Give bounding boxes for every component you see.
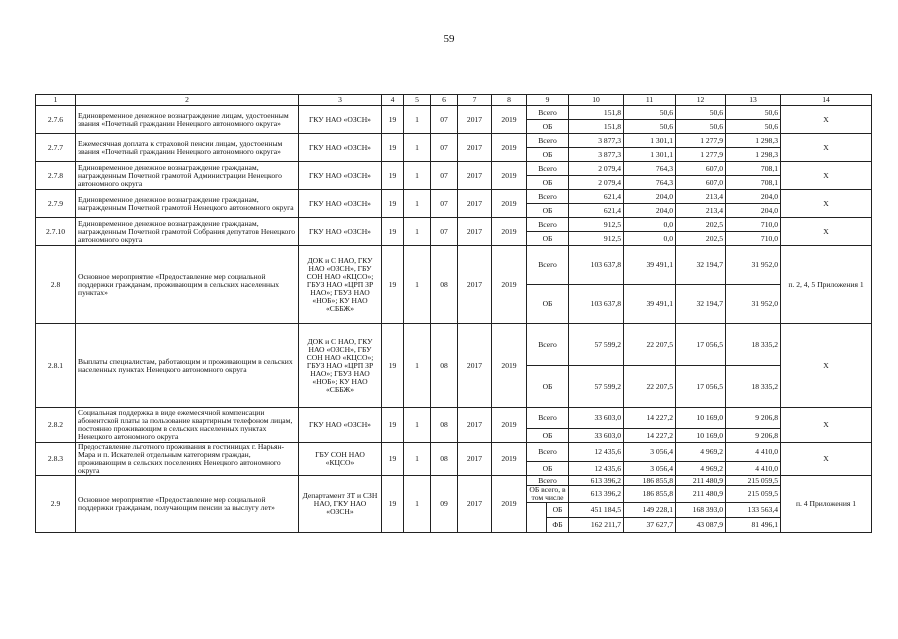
program-budget-table <box>35 94 872 533</box>
executor: ГБУ СОН НАО «КЦСО» <box>299 443 382 476</box>
header-cell: 4 <box>382 95 404 106</box>
executor: ГКУ НАО «ОЗСН» <box>299 190 382 218</box>
end-year: 2019 <box>492 218 527 246</box>
amount-2019: 81 496,1 <box>726 518 781 533</box>
measure-name: Основное мероприятие «Предоставление мер социальной поддержки гражданам, проживающим в сельских населенных пунктах» <box>76 246 299 324</box>
funding-source: Всего <box>527 324 569 366</box>
amount-2019: 31 952,0 <box>726 246 781 285</box>
amount-2019: 204,0 <box>726 204 781 218</box>
measure-name: Единовременное денежное вознаграждение лицам, удостоенным звания «Почетный гражданин Ненецкого автономного округа» <box>76 106 299 134</box>
row-number: 2.7.10 <box>36 218 76 246</box>
amount-total: 57 599,2 <box>569 324 624 366</box>
amount-2017: 186 855,8 <box>624 486 676 503</box>
code-col5: 1 <box>404 134 431 162</box>
amount-2018: 1 277,9 <box>676 148 726 162</box>
code-col4: 19 <box>382 443 404 476</box>
row-number: 2.8.2 <box>36 408 76 443</box>
amount-2018: 50,6 <box>676 106 726 120</box>
table-row <box>36 476 872 486</box>
amount-2018: 4 969,2 <box>676 443 726 462</box>
amount-total: 162 211,7 <box>569 518 624 533</box>
amount-2019: 9 206,8 <box>726 429 781 443</box>
header-cell: 6 <box>431 95 458 106</box>
end-year: 2019 <box>492 408 527 443</box>
amount-2017: 22 207,5 <box>624 324 676 366</box>
amount-2017: 0,0 <box>624 218 676 232</box>
code-col4: 19 <box>382 162 404 190</box>
start-year: 2017 <box>458 246 492 324</box>
executor: ГКУ НАО «ОЗСН» <box>299 134 382 162</box>
code-col6: 07 <box>431 218 458 246</box>
measure-name: Основное мероприятие «Предоставление мер социальной поддержки гражданам, получающим пенсии за выслугу лет» <box>76 476 299 533</box>
amount-2017: 39 491,1 <box>624 285 676 324</box>
amount-2018: 202,5 <box>676 218 726 232</box>
indicator-link: Х <box>781 106 872 134</box>
start-year: 2017 <box>458 324 492 408</box>
code-col5: 1 <box>404 190 431 218</box>
amount-total: 2 079,4 <box>569 162 624 176</box>
amount-2019: 4 410,0 <box>726 462 781 476</box>
table-row <box>36 134 872 148</box>
amount-2018: 32 194,7 <box>676 246 726 285</box>
amount-total: 57 599,2 <box>569 366 624 408</box>
amount-2018: 202,5 <box>676 232 726 246</box>
amount-2017: 1 301,1 <box>624 148 676 162</box>
end-year: 2019 <box>492 324 527 408</box>
header-cell: 14 <box>781 95 872 106</box>
table-row <box>36 443 872 462</box>
amount-2019: 1 298,3 <box>726 134 781 148</box>
amount-total: 912,5 <box>569 218 624 232</box>
amount-total: 12 435,6 <box>569 443 624 462</box>
amount-2019: 204,0 <box>726 190 781 204</box>
executor: ГКУ НАО «ОЗСН» <box>299 218 382 246</box>
funding-source: Всего <box>527 106 569 120</box>
measure-name: Единовременное денежное вознаграждение гражданам, награжденным Почетной грамотой Администрации Ненецкого автономного округа <box>76 162 299 190</box>
amount-2019: 710,0 <box>726 218 781 232</box>
header-cell: 1 <box>36 95 76 106</box>
funding-source: ОБ <box>527 429 569 443</box>
indicator-link: п. 2, 4, 5 Приложения 1 <box>781 246 872 324</box>
code-col6: 08 <box>431 324 458 408</box>
amount-2019: 31 952,0 <box>726 285 781 324</box>
code-col4: 19 <box>382 106 404 134</box>
code-col6: 09 <box>431 476 458 533</box>
code-col6: 08 <box>431 246 458 324</box>
amount-2017: 14 227,2 <box>624 408 676 429</box>
funding-source: ОБ <box>527 462 569 476</box>
amount-2019: 708,1 <box>726 162 781 176</box>
table-row <box>36 246 872 285</box>
executor: ДОК и С НАО, ГКУ НАО «ОЗСН», ГБУ СОН НАО «КЦСО»; ГБУЗ НАО «ЦРП ЗР НАО»; ГБУЗ НАО «НОБ»; КУ НАО «СББЖ» <box>299 324 382 408</box>
amount-2018: 607,0 <box>676 176 726 190</box>
amount-2018: 10 169,0 <box>676 429 726 443</box>
header-cell: 11 <box>624 95 676 106</box>
header-cell: 5 <box>404 95 431 106</box>
end-year: 2019 <box>492 134 527 162</box>
code-col6: 07 <box>431 190 458 218</box>
start-year: 2017 <box>458 218 492 246</box>
amount-2018: 213,4 <box>676 204 726 218</box>
row-number: 2.8 <box>36 246 76 324</box>
amount-total: 3 877,3 <box>569 148 624 162</box>
indicator-link: п. 4 Приложения 1 <box>781 476 872 533</box>
amount-2017: 149 228,1 <box>624 503 676 518</box>
amount-total: 151,8 <box>569 106 624 120</box>
amount-total: 103 637,8 <box>569 285 624 324</box>
amount-2018: 17 056,5 <box>676 366 726 408</box>
header-cell: 3 <box>299 95 382 106</box>
start-year: 2017 <box>458 162 492 190</box>
amount-2017: 204,0 <box>624 190 676 204</box>
indicator-link: Х <box>781 162 872 190</box>
code-col5: 1 <box>404 324 431 408</box>
funding-source: ОБ всего, в том числе <box>527 486 569 503</box>
header-cell: 13 <box>726 95 781 106</box>
amount-2019: 215 059,5 <box>726 486 781 503</box>
amount-2019: 4 410,0 <box>726 443 781 462</box>
amount-total: 451 184,5 <box>569 503 624 518</box>
measure-name: Ежемесячная доплата к страховой пенсии лицам, удостоенным звания «Почетный гражданин Ненецкого автономного округа» <box>76 134 299 162</box>
start-year: 2017 <box>458 443 492 476</box>
table-row <box>36 162 872 176</box>
end-year: 2019 <box>492 190 527 218</box>
amount-total: 33 603,0 <box>569 429 624 443</box>
amount-total: 621,4 <box>569 204 624 218</box>
amount-2018: 607,0 <box>676 162 726 176</box>
funding-source: ОБ <box>527 176 569 190</box>
amount-total: 103 637,8 <box>569 246 624 285</box>
amount-total: 613 396,2 <box>569 486 624 503</box>
start-year: 2017 <box>458 408 492 443</box>
row-number: 2.8.1 <box>36 324 76 408</box>
table-row <box>36 190 872 204</box>
funding-source: Всего <box>527 246 569 285</box>
amount-2017: 186 855,8 <box>624 476 676 486</box>
executor: Департамент ЗТ и СЗН НАО, ГКУ НАО «ОЗСН» <box>299 476 382 533</box>
code-col5: 1 <box>404 218 431 246</box>
code-col6: 08 <box>431 408 458 443</box>
start-year: 2017 <box>458 134 492 162</box>
funding-source: Всего <box>527 218 569 232</box>
funding-source: Всего <box>527 476 569 486</box>
amount-2018: 10 169,0 <box>676 408 726 429</box>
amount-2019: 710,0 <box>726 232 781 246</box>
amount-total: 12 435,6 <box>569 462 624 476</box>
measure-name: Единовременное денежное вознаграждение гражданам, награжденным Почетной грамотой Собрания депутатов Ненецкого автономного округа <box>76 218 299 246</box>
table-row <box>36 106 872 120</box>
amount-total: 33 603,0 <box>569 408 624 429</box>
measure-name: Единовременное денежное вознаграждение гражданам, награжденным Почетной грамотой Ненецкого автономного округа <box>76 190 299 218</box>
funding-source: Всего <box>527 190 569 204</box>
header-cell: 12 <box>676 95 726 106</box>
executor: ГКУ НАО «ОЗСН» <box>299 408 382 443</box>
amount-2018: 43 087,9 <box>676 518 726 533</box>
row-number: 2.9 <box>36 476 76 533</box>
code-col5: 1 <box>404 408 431 443</box>
row-number: 2.7.7 <box>36 134 76 162</box>
amount-2019: 9 206,8 <box>726 408 781 429</box>
header-cell: 2 <box>76 95 299 106</box>
indicator-link: Х <box>781 324 872 408</box>
funding-source: ОБ <box>527 204 569 218</box>
amount-total: 912,5 <box>569 232 624 246</box>
amount-total: 3 877,3 <box>569 134 624 148</box>
start-year: 2017 <box>458 106 492 134</box>
table-row <box>36 408 872 429</box>
amount-2017: 204,0 <box>624 204 676 218</box>
indicator-link: Х <box>781 190 872 218</box>
amount-2019: 50,6 <box>726 106 781 120</box>
amount-2017: 3 056,4 <box>624 462 676 476</box>
amount-2018: 4 969,2 <box>676 462 726 476</box>
end-year: 2019 <box>492 476 527 533</box>
amount-2019: 1 298,3 <box>726 148 781 162</box>
executor: ДОК и С НАО, ГКУ НАО «ОЗСН», ГБУ СОН НАО «КЦСО»; ГБУЗ НАО «ЦРП ЗР НАО»; ГБУЗ НАО «НОБ»; КУ НАО «СББЖ» <box>299 246 382 324</box>
indicator-link: Х <box>781 134 872 162</box>
code-col5: 1 <box>404 443 431 476</box>
amount-2018: 1 277,9 <box>676 134 726 148</box>
amount-2018: 50,6 <box>676 120 726 134</box>
amount-2017: 3 056,4 <box>624 443 676 462</box>
amount-2017: 0,0 <box>624 232 676 246</box>
amount-total: 151,8 <box>569 120 624 134</box>
indicator-link: Х <box>781 218 872 246</box>
row-number: 2.7.6 <box>36 106 76 134</box>
funding-source: Всего <box>527 408 569 429</box>
header-cell: 10 <box>569 95 624 106</box>
executor: ГКУ НАО «ОЗСН» <box>299 106 382 134</box>
amount-2018: 211 480,9 <box>676 486 726 503</box>
code-col5: 1 <box>404 106 431 134</box>
amount-2017: 14 227,2 <box>624 429 676 443</box>
code-col6: 07 <box>431 162 458 190</box>
code-col5: 1 <box>404 246 431 324</box>
funding-source: ФБ <box>547 518 569 533</box>
code-col6: 08 <box>431 443 458 476</box>
code-col4: 19 <box>382 476 404 533</box>
header-row <box>36 95 872 106</box>
amount-2018: 168 393,0 <box>676 503 726 518</box>
code-col6: 07 <box>431 106 458 134</box>
funding-source: ОБ <box>547 503 569 518</box>
row-number: 2.7.8 <box>36 162 76 190</box>
code-col4: 19 <box>382 190 404 218</box>
amount-2017: 39 491,1 <box>624 246 676 285</box>
funding-indent <box>527 503 547 533</box>
funding-source: ОБ <box>527 148 569 162</box>
code-col4: 19 <box>382 246 404 324</box>
table-row <box>36 218 872 232</box>
executor: ГКУ НАО «ОЗСН» <box>299 162 382 190</box>
amount-2017: 764,3 <box>624 162 676 176</box>
end-year: 2019 <box>492 443 527 476</box>
funding-source: Всего <box>527 134 569 148</box>
measure-name: Социальная поддержка в виде ежемесячной компенсации абонентской платы за пользование квартирным телефоном лицам, постоянно проживающим в сельских населенных пунктах Ненецкого автономного округа <box>76 408 299 443</box>
amount-2017: 22 207,5 <box>624 366 676 408</box>
amount-2017: 1 301,1 <box>624 134 676 148</box>
amount-2017: 764,3 <box>624 176 676 190</box>
amount-total: 2 079,4 <box>569 176 624 190</box>
table-row <box>36 324 872 366</box>
amount-2018: 213,4 <box>676 190 726 204</box>
funding-source: Всего <box>527 443 569 462</box>
indicator-link: Х <box>781 443 872 476</box>
header-cell: 9 <box>527 95 569 106</box>
funding-source: ОБ <box>527 120 569 134</box>
amount-2019: 18 335,2 <box>726 366 781 408</box>
code-col4: 19 <box>382 324 404 408</box>
end-year: 2019 <box>492 162 527 190</box>
funding-source: ОБ <box>527 285 569 324</box>
amount-2019: 133 563,4 <box>726 503 781 518</box>
table-body <box>36 95 872 533</box>
amount-2018: 32 194,7 <box>676 285 726 324</box>
amount-2018: 211 480,9 <box>676 476 726 486</box>
amount-2017: 50,6 <box>624 120 676 134</box>
row-number: 2.7.9 <box>36 190 76 218</box>
amount-2019: 18 335,2 <box>726 324 781 366</box>
funding-source: ОБ <box>527 366 569 408</box>
start-year: 2017 <box>458 190 492 218</box>
amount-2017: 50,6 <box>624 106 676 120</box>
funding-source: ОБ <box>527 232 569 246</box>
code-col4: 19 <box>382 218 404 246</box>
amount-2019: 708,1 <box>726 176 781 190</box>
amount-2018: 17 056,5 <box>676 324 726 366</box>
amount-2019: 50,6 <box>726 120 781 134</box>
measure-name: Предоставление льготного проживания в гостиницах г. Нарьян-Мара и п. Искателей отдельным категориям граждан, проживающим в сельских поселениях Ненецкого автономного округа <box>76 443 299 476</box>
amount-total: 621,4 <box>569 190 624 204</box>
header-cell: 7 <box>458 95 492 106</box>
code-col5: 1 <box>404 162 431 190</box>
end-year: 2019 <box>492 246 527 324</box>
indicator-link: Х <box>781 408 872 443</box>
end-year: 2019 <box>492 106 527 134</box>
page-number: 59 <box>443 33 455 45</box>
code-col4: 19 <box>382 134 404 162</box>
code-col5: 1 <box>404 476 431 533</box>
measure-name: Выплаты специалистам, работающим и проживающим в сельских населенных пунктах Ненецкого автономного округа <box>76 324 299 408</box>
amount-2017: 37 627,7 <box>624 518 676 533</box>
row-number: 2.8.3 <box>36 443 76 476</box>
code-col4: 19 <box>382 408 404 443</box>
amount-total: 613 396,2 <box>569 476 624 486</box>
header-cell: 8 <box>492 95 527 106</box>
amount-2019: 215 059,5 <box>726 476 781 486</box>
start-year: 2017 <box>458 476 492 533</box>
code-col6: 07 <box>431 134 458 162</box>
funding-source: Всего <box>527 162 569 176</box>
